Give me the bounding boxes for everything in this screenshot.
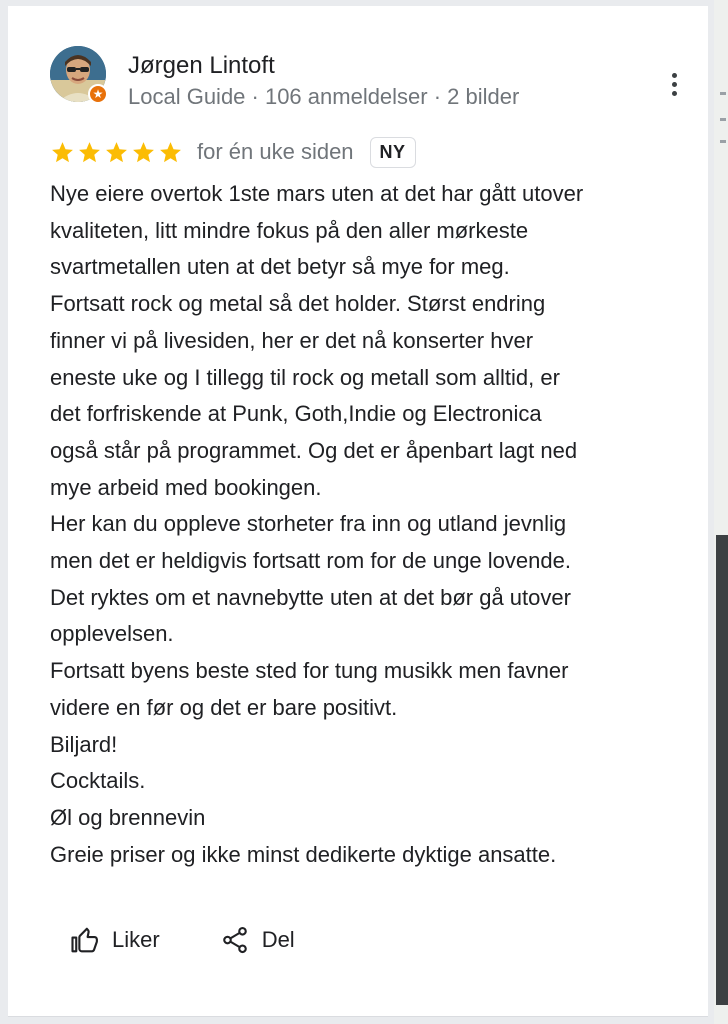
scrollbar[interactable] xyxy=(716,535,728,1005)
review-line: også står på programmet. Og det er åpenbart lagt ned xyxy=(50,437,578,463)
review-line: mye arbeid med bookingen. xyxy=(50,474,322,500)
star-icon xyxy=(50,140,75,165)
star-icon xyxy=(77,140,102,165)
review-line: Nye eiere overtok 1ste mars uten at det har gått utover xyxy=(50,181,584,206)
map-label-fragment xyxy=(720,118,726,121)
review-line: Det ryktes om et navnebytte uten at det bør gå utover xyxy=(50,584,571,610)
review-line: eneste uke og I tillegg til rock og metall som alltid, er xyxy=(50,364,560,390)
like-button[interactable] xyxy=(70,925,160,955)
review-line: det forfriskende at Punk, Goth,Indie og Electronica xyxy=(50,401,542,427)
local-guide-star-icon: ★ xyxy=(88,84,108,104)
more-vert-icon[interactable] xyxy=(660,66,688,102)
review-line: Fortsatt rock og metal så det holder. Størst endring xyxy=(50,291,546,317)
review-line: finner vi på livesiden, her er det nå konserter hver xyxy=(50,327,534,353)
share-button[interactable] xyxy=(220,925,295,955)
dot xyxy=(672,82,677,87)
review-line: Biljard! xyxy=(50,731,118,757)
like-label: Liker xyxy=(112,927,160,952)
share-label: Del xyxy=(261,927,295,952)
review-line: videre en før og det er bare positivt. xyxy=(50,694,398,720)
rating-row xyxy=(50,134,416,170)
star-icon xyxy=(131,140,156,165)
share-icon xyxy=(220,925,250,955)
reviewer-meta[interactable]: Local Guide · 106 anmeldelser · 2 bilder xyxy=(128,84,520,109)
dot xyxy=(672,73,677,78)
review-time: for én uke siden xyxy=(197,139,354,164)
review-line: Cocktails. xyxy=(50,768,146,794)
review-text xyxy=(50,176,690,873)
review-line: kvaliteten, litt mindre fokus på den aller mørkeste xyxy=(50,217,529,243)
review-line: svartmetallen uten at det betyr så mye for meg. xyxy=(50,254,510,280)
reviewer-name[interactable]: Jørgen Lintoft xyxy=(128,52,275,79)
review-line: Her kan du oppleve storheter fra inn og utland jevnlig xyxy=(50,511,567,537)
star-rating xyxy=(50,140,183,165)
star-icon xyxy=(104,140,129,165)
thumb-up-icon xyxy=(70,925,100,955)
review-line: Greie priser og ikke minst dedikerte dyktige ansatte. xyxy=(50,841,557,867)
map-label-fragment xyxy=(720,140,726,143)
star-icon xyxy=(158,140,183,165)
review-line: opplevelsen. xyxy=(50,621,174,647)
review-line: Fortsatt byens beste sted for tung musikk men favner xyxy=(50,658,569,684)
review-actions xyxy=(70,918,295,962)
review-card xyxy=(8,6,708,1017)
review-line: Øl og brennevin xyxy=(50,804,206,830)
review-line: men det er heldigvis fortsatt rom for de unge lovende. xyxy=(50,548,571,574)
map-label-fragment xyxy=(720,92,726,95)
review-header xyxy=(50,46,690,110)
new-badge: NY xyxy=(370,137,416,168)
dot xyxy=(672,91,677,96)
